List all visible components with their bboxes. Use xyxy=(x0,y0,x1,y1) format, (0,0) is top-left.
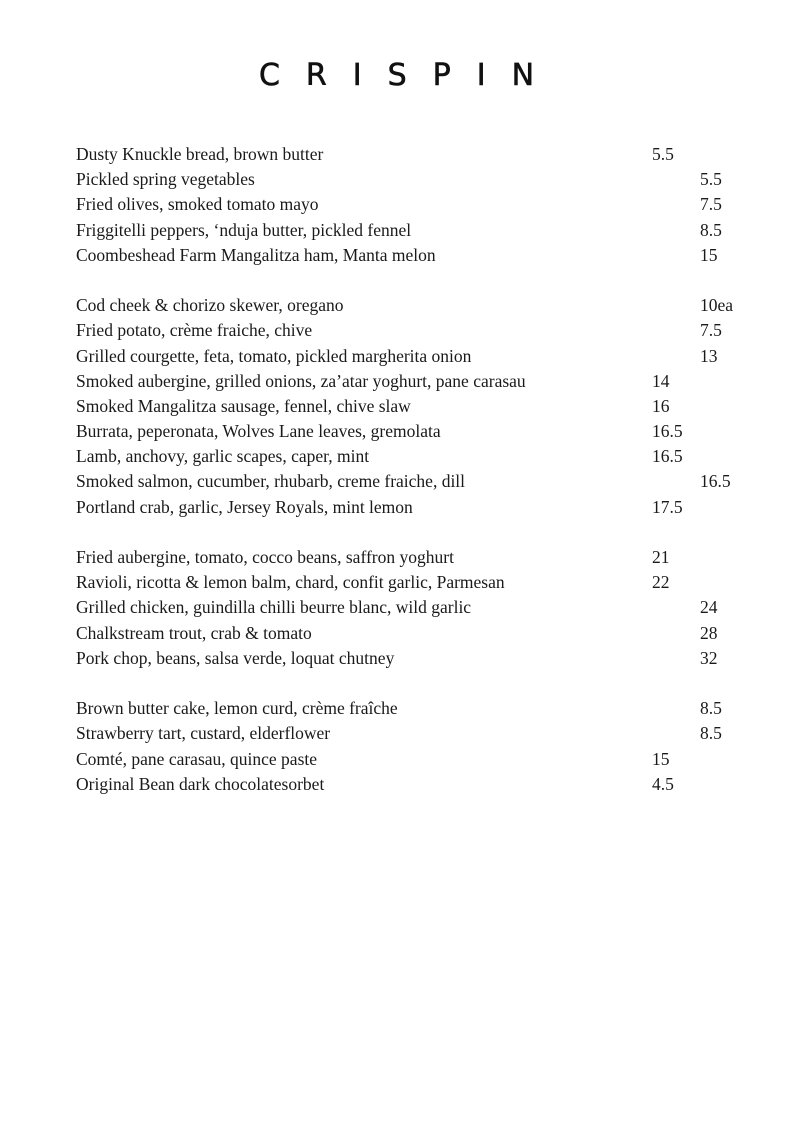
menu-item xyxy=(76,495,766,520)
dish-price: 16 xyxy=(652,395,670,416)
dish-price: 5.5 xyxy=(652,144,674,164)
dish-name: Fried aubergine, tomato, cocco beans, saffron yoghurt xyxy=(76,547,454,567)
menu-item xyxy=(76,167,766,192)
dish-price: 16.5 xyxy=(652,421,683,442)
menu-item xyxy=(76,444,766,469)
menu-item xyxy=(76,595,766,620)
dish-name: Burrata, peperonata, Wolves Lane leaves, gremolata xyxy=(76,421,441,442)
dish-price: 17.5 xyxy=(652,496,683,517)
dish-name: Brown butter cake, lemon curd, crème fraîche xyxy=(76,698,398,719)
dish-name: Coombeshead Farm Mangalitza ham, Manta melon xyxy=(76,244,436,265)
dish-price: 21 xyxy=(652,547,670,567)
menu-item xyxy=(76,192,766,217)
dish-price: 22 xyxy=(652,572,670,593)
menu-item xyxy=(76,747,766,772)
dish-name: Cod cheek & chorizo skewer, oregano xyxy=(76,295,344,316)
dish-price: 7.5 xyxy=(700,194,722,215)
menu-item xyxy=(76,142,766,167)
dish-name: Comté, pane carasau, quince paste xyxy=(76,748,318,769)
dish-price: 10ea xyxy=(700,295,734,316)
dish-price: 8.5 xyxy=(700,219,722,240)
dish-name: Ravioli, ricotta & lemon balm, chard, confit garlic, Parmesan xyxy=(76,572,505,593)
menu-list xyxy=(76,142,766,822)
dish-price: 8.5 xyxy=(700,723,722,744)
menu-section xyxy=(76,696,766,797)
dish-price: 16.5 xyxy=(652,446,683,467)
dish-name: Fried olives, smoked tomato mayo xyxy=(76,194,319,215)
menu-item xyxy=(76,293,766,318)
menu-item xyxy=(76,318,766,343)
dish-name: Pork chop, beans, salsa verde, loquat chutney xyxy=(76,647,395,668)
dish-name: Grilled chicken, guindilla chilli beurre blanc, wild garlic xyxy=(76,597,472,618)
dish-name: Smoked aubergine, grilled onions, za’atar yoghurt, pane carasau xyxy=(76,370,526,391)
dish-name: Dusty Knuckle bread, brown butter xyxy=(76,144,324,164)
dish-price: 13 xyxy=(700,345,718,366)
dish-price: 15 xyxy=(700,244,718,265)
dish-price: 14 xyxy=(652,370,670,391)
dish-name: Pickled spring vegetables xyxy=(76,169,255,190)
dish-name: Grilled courgette, feta, tomato, pickled margherita onion xyxy=(76,345,472,366)
menu-item xyxy=(76,696,766,721)
menu-item xyxy=(76,570,766,595)
menu-item xyxy=(76,621,766,646)
dish-name: Portland crab, garlic, Jersey Royals, mint lemon xyxy=(76,496,413,517)
dish-price: 32 xyxy=(700,647,718,668)
dish-price: 5.5 xyxy=(700,169,722,190)
dish-name: Chalkstream trout, crab & tomato xyxy=(76,622,312,643)
menu-section xyxy=(76,293,766,520)
menu-section xyxy=(76,545,766,671)
menu-item xyxy=(76,218,766,243)
dish-price: 4.5 xyxy=(652,773,674,794)
dish-price: 16.5 xyxy=(700,471,731,492)
menu-item xyxy=(76,772,766,797)
dish-price: 24 xyxy=(700,597,718,618)
menu-item xyxy=(76,344,766,369)
dish-name: Strawberry tart, custard, elderflower xyxy=(76,723,331,744)
menu-section xyxy=(76,142,766,268)
menu-item xyxy=(76,469,766,494)
menu-item xyxy=(76,419,766,444)
dish-price: 7.5 xyxy=(700,320,722,341)
menu-item xyxy=(76,721,766,746)
dish-price: 15 xyxy=(652,748,670,769)
dish-name: Original Bean dark chocolatesorbet xyxy=(76,773,325,794)
dish-name: Smoked salmon, cucumber, rhubarb, creme fraiche, dill xyxy=(76,471,466,492)
dish-name: Lamb, anchovy, garlic scapes, caper, mint xyxy=(76,446,370,467)
dish-price: 28 xyxy=(700,622,718,643)
menu-item xyxy=(76,369,766,394)
menu-item xyxy=(76,545,766,570)
menu-item xyxy=(76,394,766,419)
menu-item xyxy=(76,646,766,671)
restaurant-logo: CRISPIN xyxy=(258,58,561,93)
dish-price: 8.5 xyxy=(700,698,722,719)
dish-name: Smoked Mangalitza sausage, fennel, chive slaw xyxy=(76,395,411,416)
menu-item xyxy=(76,243,766,268)
dish-name: Friggitelli peppers, ‘nduja butter, pickled fennel xyxy=(76,219,412,240)
dish-name: Fried potato, crème fraiche, chive xyxy=(76,320,313,341)
